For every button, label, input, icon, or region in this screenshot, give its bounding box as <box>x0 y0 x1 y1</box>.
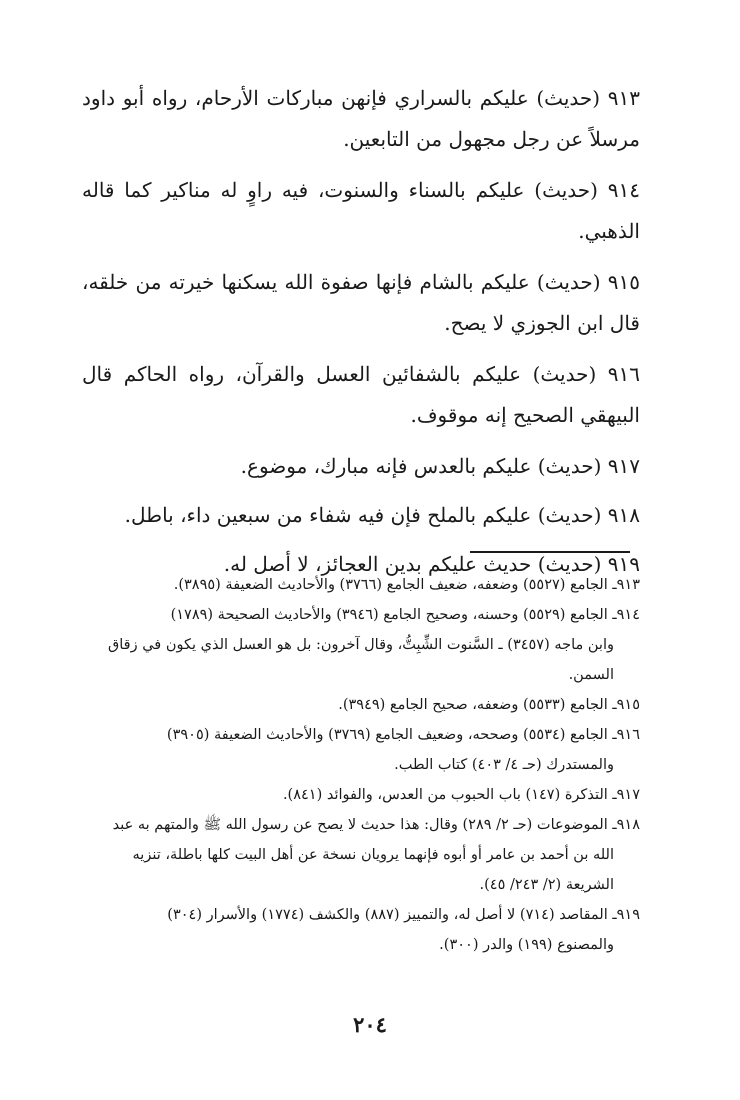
hadith-entry-916: ٩١٦ (حديث) عليكم بالشفائين العسل والقرآن، رواه الحاكم قال البيهقي الصحيح إنه موقوف. <box>82 362 640 427</box>
footnote-917 <box>80 780 640 810</box>
footnote-line: ٩١٥ـ الجامع (٥٥٣٣) وضعفه، صحيح الجامع (٣٩٤٩). <box>338 697 640 713</box>
hadith-entry-917: ٩١٧ (حديث) عليكم بالعدس فإنه مبارك، موضوع. <box>240 454 640 478</box>
footnote-913 <box>80 570 640 600</box>
footnote-914 <box>80 600 640 690</box>
footnote-919 <box>80 900 640 960</box>
main-text <box>82 78 640 593</box>
footnote-line: ٩١٩ـ المقاصد (٧١٤) لا أصل له، والتمييز (٨٨٧) والكشف (١٧٧٤) والأسرار (٣٠٤) <box>167 907 640 923</box>
footnote-915 <box>80 690 640 720</box>
footnote-line: ٩١٣ـ الجامع (٥٥٢٧) وضعفه، ضعيف الجامع (٣٧٦٦) والأحاديث الضعيفة (٣٨٩٥). <box>173 577 640 593</box>
footnote-line: ٩١٧ـ التذكرة (١٤٧) باب الحبوب من العدس، والفوائد (٨٤١). <box>282 787 640 803</box>
footnote-line: والمصنوع (١٩٩) والدر (٣٠٠). <box>439 937 614 953</box>
hadith-entry-919: ٩١٩ (حديث) حديث عليكم بدين العجائز، لا أصل له. <box>223 552 640 576</box>
hadith-entry-913: ٩١٣ (حديث) عليكم بالسراري فإنهن مباركات الأرحام، رواه أبو داود مرسلاً عن رجل مجهول من التابعين. <box>82 86 640 151</box>
page-number: ٢٠٤ <box>353 1012 387 1037</box>
footnote-line: والمستدرك (حـ ٤/ ٤٠٣) كتاب الطب. <box>394 757 614 773</box>
hadith-entry-915: ٩١٥ (حديث) عليكم بالشام فإنها صفوة الله يسكنها خيرته من خلقه، قال ابن الجوزي لا يصح. <box>82 270 640 335</box>
footnote-line: الله بن أحمد بن عامر أو أبوه فإنهما يرويان نسخة عن أهل البيت كلها باطلة، تنزيه الشريعة (٢/ ٢٤٣/ ٤٥). <box>132 847 614 893</box>
footnote-line: ٩١٤ـ الجامع (٥٥٢٩) وحسنه، وصحيح الجامع (٣٩٤٦) والأحاديث الصحيحة (١٧٨٩) <box>170 607 640 623</box>
footnote-916 <box>80 720 640 780</box>
hadith-entry-918: ٩١٨ (حديث) عليكم بالملح فإن فيه شفاء من سبعين داء، باطل. <box>124 503 640 527</box>
footnotes <box>80 570 640 960</box>
footnote-line: وابن ماجه (٣٤٥٧) ـ السَّنوت الشِّبِتُّ، وقال آخرون: بل هو العسل الذي يكون في زقاق السمن. <box>108 637 614 683</box>
footnote-separator <box>470 551 630 553</box>
footnote-line: ٩١٨ـ الموضوعات (حـ ٢/ ٢٨٩) وقال: هذا حديث لا يصح عن رسول الله ﷺ والمتهم به عبد <box>112 817 640 833</box>
footnote-918 <box>80 810 640 900</box>
hadith-entry-914: ٩١٤ (حديث) عليكم بالسناء والسنوت، فيه راوٍ له مناكير كما قاله الذهبي. <box>82 178 640 243</box>
footnote-line: ٩١٦ـ الجامع (٥٥٣٤) وصححه، وضعيف الجامع (٣٧٦٩) والأحاديث الضعيفة (٣٩٠٥) <box>166 727 640 743</box>
